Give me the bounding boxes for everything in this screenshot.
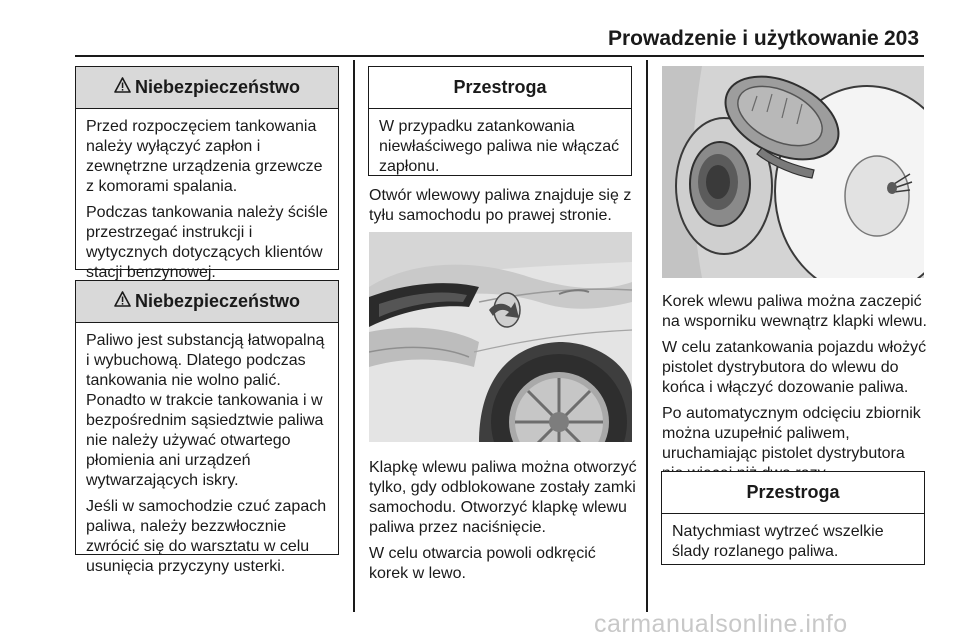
intro-paragraph: Otwór wlewowy paliwa znajduje się z tyłu samochodu po prawej stronie. bbox=[369, 187, 632, 224]
warning-triangle-icon bbox=[114, 77, 131, 98]
column-divider-left bbox=[353, 60, 355, 612]
danger-box-1 bbox=[75, 66, 339, 281]
middle-paragraph-1: Klapkę wlewu paliwa można otworzyć tylko, gdy odblokowane zostały zamki samochodu. Otworzyć klapkę wlewu paliwa przez naciśnięcie. bbox=[369, 459, 637, 536]
right-paragraph-2: W celu zatankowania pojazdu włożyć pistolet dystrybutora do wlewu do końca i włączyć dozowanie paliwa. bbox=[662, 339, 927, 396]
caution-box-right-header bbox=[662, 472, 924, 514]
car-rear-illustration bbox=[369, 232, 632, 442]
caution-box-middle-text: W przypadku zatankowania niewłaściwego paliwa nie włączać zapłonu. bbox=[379, 118, 620, 175]
fuel-cap-figure bbox=[662, 66, 924, 278]
danger-box-1-title: Niebezpieczeństwo bbox=[134, 77, 301, 97]
danger-box-1-paragraph-1: Przed rozpoczęciem tankowania należy wyłączyć zapłon i zewnętrzne urządzenia grzewcze z komorami spalania. bbox=[86, 118, 323, 195]
caution-box-middle-header bbox=[369, 67, 631, 109]
danger-box-1-header bbox=[76, 67, 338, 109]
header-rule bbox=[75, 55, 924, 57]
caution-box-middle-title: Przestroga bbox=[453, 77, 547, 97]
caution-box-right-title: Przestroga bbox=[746, 482, 840, 502]
danger-box-2-header bbox=[76, 281, 338, 323]
danger-box-2-paragraph-2: Jeśli w samochodzie czuć zapach paliwa, należy bezzwłocznie zwrócić się do warsztatu w celu usunięcia przyczyny usterki. bbox=[86, 498, 327, 575]
page-header-title: Prowadzenie i użytkowanie bbox=[608, 27, 879, 50]
watermark-text: carmanualsonline.info bbox=[594, 610, 848, 638]
danger-box-2 bbox=[75, 280, 339, 575]
page-number: 203 bbox=[884, 27, 920, 50]
middle-paragraph-2: W celu otwarcia powoli odkręcić korek w lewo. bbox=[369, 545, 596, 582]
caution-box-middle bbox=[368, 66, 632, 176]
intro-text bbox=[369, 186, 635, 232]
danger-box-2-title: Niebezpieczeństwo bbox=[134, 291, 301, 311]
danger-box-2-paragraph-1: Paliwo jest substancją łatwopalną i wybuchową. Dlatego podczas tankowania nie wolno palić. Ponadto w trakcie tankowania i w bezpośrednim sąsiedztwie paliwa nie należy używać otwartego płomienia ani urządzeń wytwarzających iskry. bbox=[86, 332, 325, 489]
warning-triangle-icon bbox=[114, 291, 131, 312]
car-rear-fuel-flap-figure bbox=[369, 232, 632, 442]
column-divider-right bbox=[646, 60, 648, 612]
right-paragraph-3: Po automatycznym odcięciu zbiornik można uzupełnić paliwem, uruchamiając pistolet dystrybutora bbox=[662, 405, 921, 462]
right-paragraph-1: Korek wlewu paliwa można zaczepić na wsporniku wewnątrz klapki wlewu. bbox=[662, 293, 927, 330]
right-text bbox=[662, 292, 930, 490]
caution-box-right-text: Natychmiast wytrzeć wszelkie ślady rozlanego paliwa. bbox=[672, 523, 884, 560]
fuel-cap-illustration bbox=[662, 66, 924, 278]
middle-text bbox=[369, 458, 637, 590]
caution-box-right bbox=[661, 471, 925, 565]
danger-box-1-paragraph-2: Podczas tankowania należy ściśle przestrzegać instrukcji i wytycznych dotyczących klientów stacji benzynowej. bbox=[86, 204, 328, 281]
